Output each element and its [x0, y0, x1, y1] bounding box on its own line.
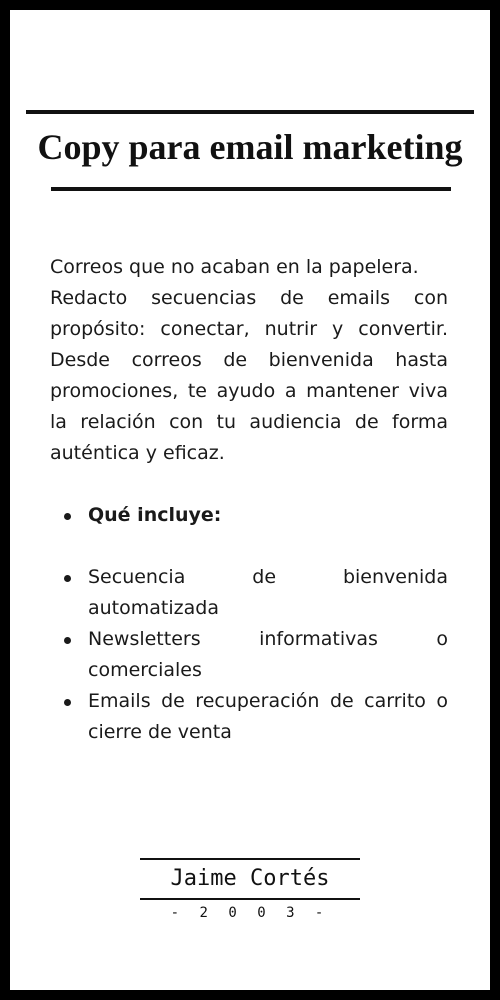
includes-heading-item — [50, 500, 448, 531]
bullet-icon — [64, 637, 71, 644]
title-rule-bottom — [51, 187, 451, 191]
includes-heading: Qué incluye: — [88, 504, 222, 526]
bullet-icon — [64, 513, 71, 520]
bullet-icon — [64, 575, 71, 582]
title-rule-top — [26, 110, 474, 114]
bullet-icon — [64, 699, 71, 706]
signature-name: Jaime Cortés — [170, 866, 330, 891]
body-content — [50, 252, 448, 748]
signature-year: - 2 0 0 3 - — [170, 905, 330, 921]
intro-paragraph: Correos que no acaban en la papelera. — [50, 256, 419, 278]
list-item — [50, 686, 448, 748]
includes-list — [50, 562, 448, 748]
list-item-text: Newsletters informativas o comerciales — [88, 628, 448, 681]
list-item — [50, 624, 448, 686]
list-item-text: Secuencia de bienvenida automatizada — [88, 566, 448, 619]
includes-heading-list — [50, 500, 448, 531]
list-item — [50, 562, 448, 624]
description-paragraph: Redacto secuencias de emails con propósito: conectar, nutrir y convertir. Desde correos de bienvenida hasta promociones, te ayudo a mantener viva la relación con tu audiencia de forma auténtica y eficaz. — [50, 287, 448, 464]
document-card — [10, 10, 490, 990]
signature-block — [140, 858, 360, 922]
list-item-text: Emails de recuperación de carrito o cierre de venta — [88, 690, 448, 743]
page-title: Copy para email marketing — [37, 127, 463, 167]
